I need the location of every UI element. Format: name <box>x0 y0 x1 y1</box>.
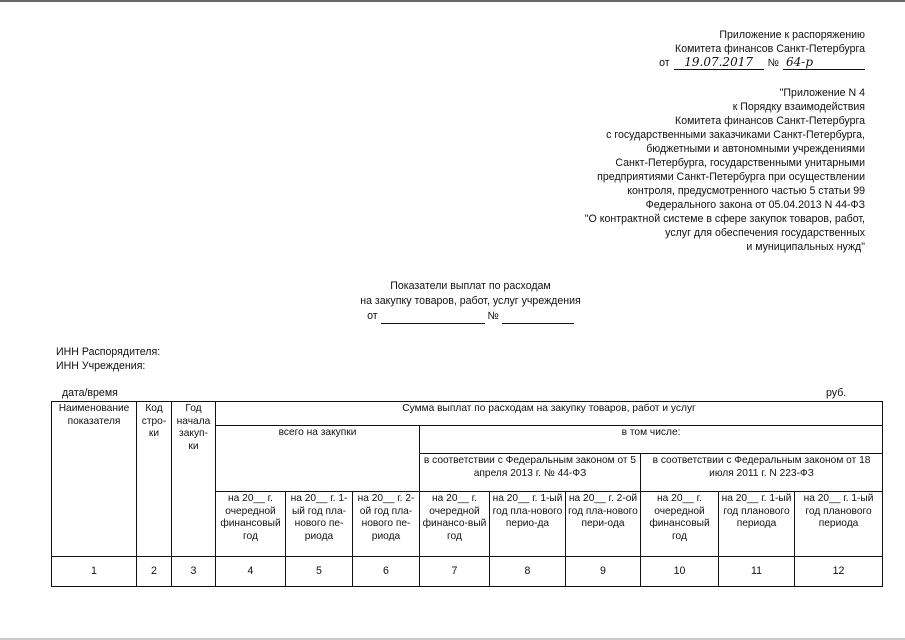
column-number: 10 <box>641 557 719 587</box>
inn-block <box>56 345 160 373</box>
col-code-header: Код стро-ки <box>137 402 172 557</box>
column-number: 4 <box>216 557 286 587</box>
inn-institution-label: ИНН Учреждения: <box>56 360 146 372</box>
column-number: 5 <box>286 557 353 587</box>
title-number-label: № <box>487 310 499 322</box>
datetime-label: дата/время <box>62 387 118 399</box>
scan-edge-top <box>0 0 905 2</box>
year-col-header: на 20__ г. очередной финансовый год <box>216 492 286 557</box>
header-line-2: Комитета финансов Санкт-Петербурга <box>675 43 865 55</box>
column-number: 3 <box>172 557 216 587</box>
title-line-2: на закупку товаров, работ, услуг учреждения <box>360 295 581 307</box>
appendix-line: контроля, предусмотренного частью 5 статьи 99 <box>627 185 865 197</box>
column-number: 7 <box>420 557 490 587</box>
law223-header: в соответствии с Федеральным законом от 18 июля 2011 г. N 223-ФЗ <box>641 454 883 492</box>
year-col-header: на 20__ г. очередной финансо-вый год <box>420 492 490 557</box>
document-title <box>18 279 905 324</box>
appendix-line: бюджетными и автономными учреждениями <box>646 143 865 155</box>
title-number-blank <box>502 313 574 324</box>
sum-header: Сумма выплат по расходам на закупку товаров, работ и услуг <box>216 402 883 426</box>
appendix-line: с государственными заказчиками Санкт-Петербурга, <box>606 129 865 141</box>
law44-header: в соответствии с Федеральным законом от 5 апреля 2013 г. № 44-ФЗ <box>420 454 641 492</box>
handwritten-date: 19.07.2017 <box>674 56 764 70</box>
currency-label: руб. <box>826 387 847 399</box>
year-col-header: на 20__ г. 1-ый год пла-нового пе-риода <box>286 492 353 557</box>
title-from-label: от <box>367 310 378 322</box>
title-date-number-row <box>18 309 905 324</box>
appendix-line: к Порядку взаимодействия <box>732 101 865 113</box>
appendix-line: Санкт-Петербурга, государственными унитарными <box>615 157 865 169</box>
payments-table <box>51 401 883 587</box>
appendix-line: Федерального закона от 05.04.2013 N 44-ФЗ <box>645 199 865 211</box>
appendix-line: "О контрактной системе в сфере закупок товаров, работ, <box>584 213 865 225</box>
inn-manager-label: ИНН Распорядителя: <box>56 346 161 358</box>
header-date-number-row <box>659 56 865 70</box>
appendix-line: Комитета финансов Санкт-Петербурга <box>675 115 865 127</box>
year-col-header: на 20__ г. 1-ый год планового периода <box>719 492 795 557</box>
table-header-row <box>52 402 883 426</box>
header-number-label: № <box>767 57 779 69</box>
col-year-header: Год начала закуп-ки <box>172 402 216 557</box>
year-col-header: на 20__ г. 2-ой год пла-нового пе-риода <box>353 492 420 557</box>
order-attachment-header <box>659 28 865 70</box>
appendix-line: предприятиями Санкт-Петербурга при осуществлении <box>597 171 865 183</box>
year-col-header: на 20__ г. очередной финансовый год <box>641 492 719 557</box>
year-col-header: на 20__ г. 1-ый год пла-нового перио-да <box>490 492 566 557</box>
column-number: 1 <box>52 557 137 587</box>
column-number: 12 <box>795 557 883 587</box>
appendix-line: "Приложение N 4 <box>779 87 865 99</box>
column-number: 2 <box>137 557 172 587</box>
including-header: в том числе: <box>420 426 883 454</box>
column-number: 11 <box>719 557 795 587</box>
header-from-label: от <box>659 57 670 69</box>
title-date-blank <box>381 313 485 324</box>
column-numbers-row <box>52 557 883 587</box>
appendix-line: и муниципальных нужд" <box>746 241 865 253</box>
handwritten-number: 64-р <box>783 56 865 70</box>
title-line-1: Показатели выплат по расходам <box>390 280 551 292</box>
appendix-line: услуг для обеспечения государственных <box>665 227 865 239</box>
column-number: 8 <box>490 557 566 587</box>
appendix-4-block <box>535 86 865 254</box>
total-header: всего на закупки <box>216 426 420 492</box>
header-line-1: Приложение к распоряжению <box>719 29 865 41</box>
col-name-header: Наименование показателя <box>52 402 137 557</box>
year-col-header: на 20__ г. 2-ой год пла-нового пери-ода <box>566 492 641 557</box>
column-number: 6 <box>353 557 420 587</box>
year-col-header: на 20__ г. 1-ый год планового периода <box>795 492 883 557</box>
column-number: 9 <box>566 557 641 587</box>
